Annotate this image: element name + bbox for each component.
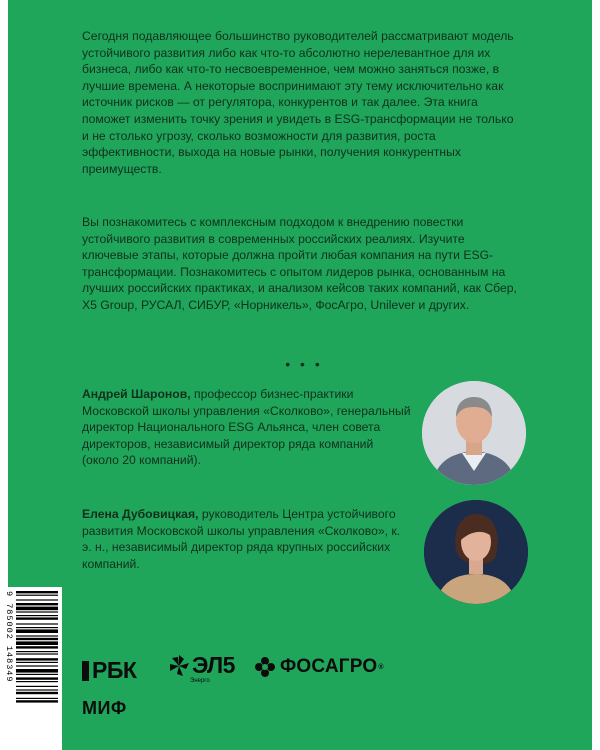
author-photo-sharonov: [422, 381, 526, 485]
isbn-barcode: [0, 587, 62, 750]
description-paragraph-1: Сегодня подавляющее большинство руководителей рассматривают модель устойчивого развития либо как что-то абсолютно нерелевантное для их бизнеса, либо как что-то несвоевременное, чем можно заняться позже, в лучшие времена. А некоторые воспринимают эту тему исключительно как источник рисков — от регулятора, конкурентов и так далее. Эта книга поможет изменить точку зрения и увидеть в ESG-трансформации не только и не столько угрозу, сколько возможности для развития, роста эффективности, выхода на новые рынки, получения конкурентных преимуществ.: [82, 29, 514, 176]
barcode-bar: [16, 623, 58, 624]
barcode-bar: [16, 681, 58, 682]
barcode-bar: [16, 629, 58, 633]
barcode-bar: [16, 627, 58, 628]
barcode-bar: [16, 651, 58, 652]
author-name: Андрей Шаронов,: [82, 387, 191, 401]
barcode-bar: [16, 638, 58, 640]
author-description: руководитель Центра устойчивого развития Московской школы управления «Сколково», к. э. н., независимый директор ряда крупных российских компаний.: [82, 507, 401, 571]
rbk-logo: [82, 657, 136, 684]
barcode-bar: [16, 669, 58, 673]
barcode-bar: [16, 603, 58, 605]
barcode-bar: [16, 595, 58, 596]
barcode-bar: [16, 674, 58, 675]
barcode-bar: [16, 611, 58, 612]
author-bio-sharonov: [82, 386, 412, 469]
isbn-digits: 9 785002 148349: [4, 591, 14, 683]
fosagro-logo: [254, 656, 384, 678]
mif-publisher-logo: МИФ: [82, 698, 127, 718]
barcode-bar: [16, 641, 58, 645]
barcode-bar: [16, 591, 58, 593]
barcode-bar: [16, 700, 58, 702]
portrait-man-icon: [422, 381, 526, 485]
el5-energo-logo: [168, 652, 235, 684]
barcode-bar: [16, 607, 58, 611]
pinwheel-icon: [168, 653, 190, 679]
barcode-bar: [16, 677, 58, 679]
el5-logo-text: ЭЛ5: [192, 652, 235, 678]
section-separator: • • •: [285, 356, 323, 372]
registered-mark: ®: [378, 663, 384, 671]
barcode-bar: [16, 662, 58, 663]
rbk-mark-icon: [82, 661, 89, 681]
barcode-bar: [16, 653, 58, 654]
author-name: Елена Дубовицкая,: [82, 507, 199, 521]
barcode-bar: [16, 698, 58, 699]
barcode-bars-icon: [16, 591, 58, 746]
author-photo-dubovitskaya: [424, 500, 528, 604]
barcode-bar: [16, 692, 58, 694]
barcode-bar: [16, 658, 58, 660]
barcode-bar: [16, 689, 58, 690]
barcode-bar: [16, 635, 58, 636]
author-bio-dubovitskaya: [82, 506, 412, 572]
flower-icon: [254, 656, 276, 678]
el5-logo-subtitle: Энерго: [190, 678, 210, 684]
portrait-woman-icon: [424, 500, 528, 604]
author-description: профессор бизнес-практики Московской школы управления «Сколково», генеральный директор Национального ESG Альянса, член совета директоров, независимый директор ряда компаний (около 20 компаний).: [82, 387, 411, 468]
barcode-bar: [16, 686, 58, 687]
barcode-bar: [16, 599, 58, 600]
fosagro-logo-text: ФОСАГРО: [280, 656, 378, 677]
barcode-bar: [16, 665, 58, 666]
barcode-bar: [16, 646, 58, 648]
barcode-bar: [16, 615, 58, 616]
rbk-logo-text: РБК: [92, 657, 137, 683]
barcode-bar: [16, 617, 58, 619]
description-paragraph-2: Вы познакомитесь с комплексным подходом к внедрению повестки устойчивого развития в современных российских реалиях. Изучите ключевые этапы, которые должна пройти любая компания на пути ESG-трансформации. Познакомитесь с опытом лидеров рынка, основанным на лучших российских практиках, и анализом кейсов таких компаний, как Сбер, X5 Group, РУСАЛ, СИБУР, «Норникель», ФосАгро, Unilever и других.: [82, 215, 517, 312]
book-back-cover: [8, 0, 592, 750]
